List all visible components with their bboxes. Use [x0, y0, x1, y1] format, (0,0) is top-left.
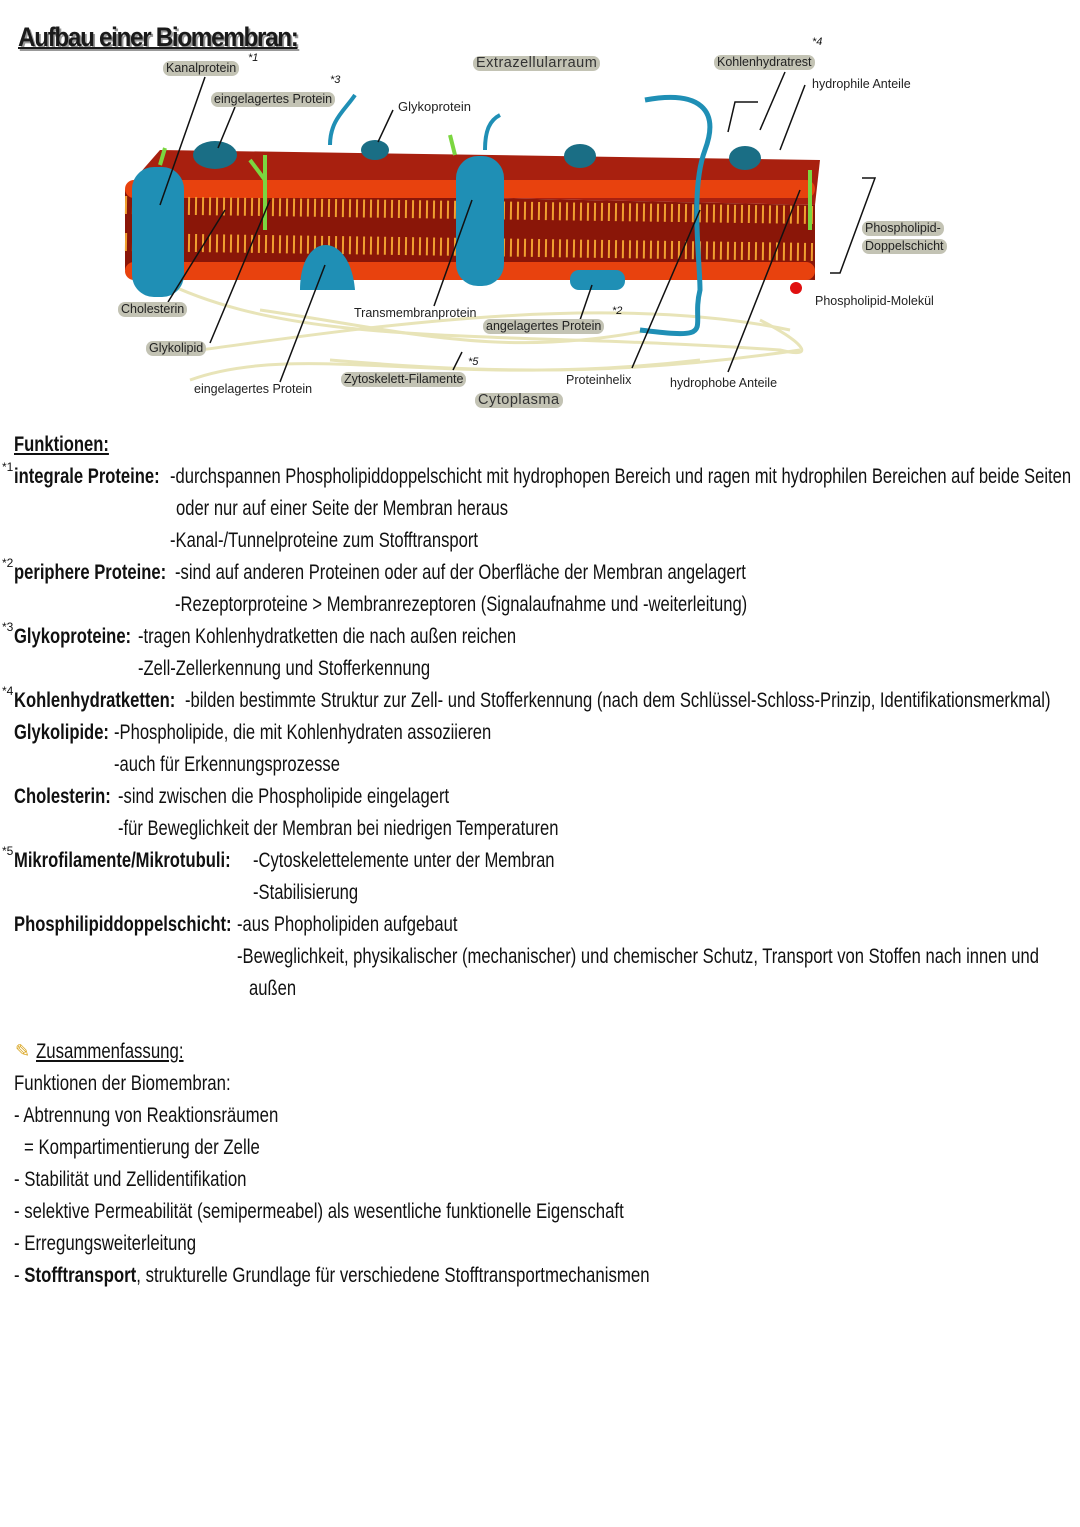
- description-line: -Cytoskelettelemente unter der Membran: [253, 849, 555, 872]
- label-eingelagertes-protein-bottom: eingelagertes Protein: [194, 382, 313, 396]
- label-kanalprotein: Kanalprotein: [163, 61, 239, 76]
- marker: *5: [2, 844, 14, 858]
- summary-line: - Erregungsweiterleitung: [14, 1232, 197, 1255]
- summary-intro: Funktionen der Biomembran:: [14, 1072, 231, 1095]
- label-hydrophobe-anteile: hydrophobe Anteile: [670, 376, 778, 390]
- summary-line-stofftransport: - Stofftransport, strukturelle Grundlage für verschiedene Stofftransportmechanismen: [14, 1264, 650, 1287]
- label-kohlenhydratrest: Kohlenhydratrest: [714, 55, 815, 70]
- marker-4: *4: [812, 36, 823, 48]
- label-hydrophile-anteile: hydrophile Anteile: [812, 77, 911, 91]
- summary-line: - Stabilität und Zellidentifikation: [14, 1168, 247, 1191]
- marker: *3: [2, 620, 14, 634]
- term-periphere-proteine: periphere Proteine:: [14, 561, 167, 584]
- label-transmembranprotein: Transmembranprotein: [354, 306, 477, 320]
- label-doppelschicht-1: Phospholipid-: [862, 221, 944, 236]
- description-line: -tragen Kohlenhydratketten die nach außen reichen: [138, 625, 517, 648]
- membrane-diagram: [0, 30, 1080, 420]
- term-mikrofilamente: Mikrofilamente/Mikrotubuli:: [14, 849, 231, 872]
- description-line: -auch für Erkennungsprozesse: [114, 753, 340, 776]
- label-doppelschicht-2: Doppelschicht: [862, 239, 947, 254]
- description-line: -Zell-Zellerkennung und Stofferkennung: [138, 657, 431, 680]
- memo-icon: ✎: [15, 1041, 31, 1061]
- page-title: Aufbau einer Biomembran:: [18, 22, 298, 52]
- description-line: -durchspannen Phospholipiddoppelschicht mit hydrophopen Bereich und ragen mit hydrophilen Bereichen auf beide Seiten: [170, 465, 1072, 488]
- description-line: -Rezeptorproteine > Membranrezeptoren (Signalaufnahme und -weiterleitung): [175, 593, 748, 616]
- label-zytoskelett-filamente: Zytoskelett-Filamente: [341, 372, 466, 387]
- marker-3: *3: [330, 74, 341, 86]
- description-line: -bilden bestimmte Struktur zur Zell- und Stofferkennung (nach dem Schlüssel-Schloss-Prinzip, Identifikationsmerkmal): [185, 689, 1051, 712]
- description-line: -Stabilisierung: [253, 881, 359, 904]
- description-line: -Beweglichkeit, physikalischer (mechanischer) und chemischer Schutz, Transport von Stoffen nach innen und: [237, 945, 1039, 968]
- label-angelagertes-protein: angelagertes Protein: [483, 319, 604, 334]
- term-phospholipiddoppelschicht: Phosphilipiddoppelschicht:: [14, 913, 232, 936]
- term-integrale-proteine: integrale Proteine:: [14, 465, 160, 488]
- label-extrazellularraum: Extrazellularraum: [473, 56, 600, 71]
- term-glykoproteine: Glykoproteine:: [14, 625, 132, 648]
- summary-line: - selektive Permeabilität (semipermeabel) als wesentliche funktionelle Eigenschaft: [14, 1200, 624, 1223]
- description-line: -sind zwischen die Phospholipide eingelagert: [118, 785, 450, 808]
- functions-heading: Funktionen:: [14, 433, 109, 456]
- summary-heading: Zusammenfassung:: [36, 1040, 184, 1063]
- description-line: -sind auf anderen Proteinen oder auf der Oberfläche der Membran angelagert: [175, 561, 746, 584]
- description-line: -für Beweglichkeit der Membran bei niedrigen Temperaturen: [118, 817, 559, 840]
- label-cytoplasma: Cytoplasma: [475, 393, 563, 408]
- label-proteinhelix: Proteinhelix: [566, 373, 632, 387]
- term-cholesterin: Cholesterin:: [14, 785, 111, 808]
- term-kohlenhydratketten: Kohlenhydratketten:: [14, 689, 176, 712]
- label-phospholipid-molekuel: Phospholipid-Molekül: [815, 294, 934, 308]
- marker-2: *2: [612, 305, 623, 317]
- label-cholesterin: Cholesterin: [118, 302, 187, 317]
- description-line: -aus Phopholipiden aufgebaut: [237, 913, 458, 936]
- marker: *1: [2, 460, 14, 474]
- marker-1: *1: [248, 52, 259, 64]
- marker: *2: [2, 556, 14, 570]
- phospholipid-molecule: [790, 282, 802, 294]
- label-eingelagertes-protein-top: eingelagertes Protein: [211, 92, 335, 107]
- description-line: -Phospholipide, die mit Kohlenhydraten assoziieren: [114, 721, 492, 744]
- summary-line: - Abtrennung von Reaktionsräumen: [14, 1104, 279, 1127]
- term-glykolipide: Glykolipide:: [14, 721, 109, 744]
- marker: *4: [2, 684, 14, 698]
- label-glykolipid: Glykolipid: [146, 341, 206, 356]
- label-glykoprotein: Glykoprotein: [398, 99, 471, 114]
- summary-line: = Kompartimentierung der Zelle: [24, 1136, 260, 1159]
- marker-5: *5: [468, 356, 479, 368]
- description-line: außen: [249, 977, 297, 1000]
- cytoskeleton-filaments: [160, 280, 802, 380]
- description-line: oder nur auf einer Seite der Membran heraus: [176, 497, 508, 520]
- description-line: -Kanal-/Tunnelproteine zum Stofftransport: [170, 529, 479, 552]
